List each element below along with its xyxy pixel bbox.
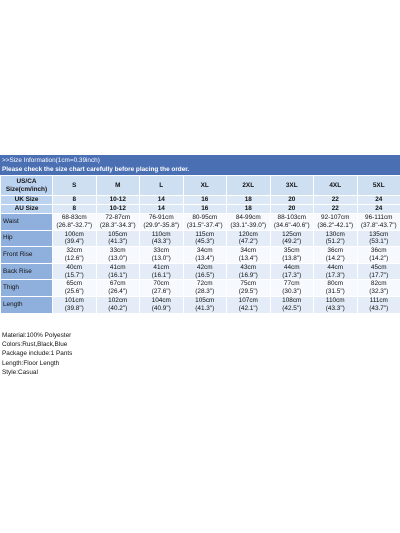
cm-value: 41cm: [153, 263, 170, 271]
cm-value: 77cm: [283, 280, 300, 288]
inch-value: (15.7"): [64, 271, 84, 279]
inch-value: (26.8"-32.7"): [56, 221, 93, 229]
table-row: [1, 296, 400, 313]
inch-value: (17.3"): [282, 271, 302, 279]
inch-value: (29.5"): [238, 288, 258, 296]
inch-value: (25.6"): [64, 288, 84, 296]
inch-value: (13.4"): [195, 254, 215, 262]
inch-value: (51.2"): [325, 238, 345, 246]
cm-value: 96-111cm: [365, 214, 393, 221]
inch-value: (37.8"-43.7"): [360, 221, 397, 229]
cm-value: 102cm: [108, 296, 128, 304]
cm-value: 107cm: [238, 296, 258, 304]
measurement-cell: [96, 296, 140, 313]
cm-value: 130cm: [325, 230, 345, 238]
measurement-cell: [53, 214, 97, 231]
measurement-cell: [357, 230, 400, 247]
size-conversion-value: 18: [227, 205, 271, 214]
measurement-cell: [53, 263, 97, 280]
cm-value: 67cm: [109, 280, 126, 288]
inch-value: (40.2"): [108, 304, 128, 312]
inch-value: (40.9"): [151, 304, 171, 312]
inch-value: (43.3"): [151, 238, 171, 246]
inch-value: (13.4"): [238, 254, 258, 262]
measurement-cell: [96, 280, 140, 297]
product-notes: [2, 331, 72, 377]
measurement-cell: [53, 296, 97, 313]
measurement-cell: [227, 263, 271, 280]
inch-value: (28.3"): [195, 288, 215, 296]
inch-value: (13.8"): [282, 254, 302, 262]
inch-value: (16.1"): [108, 271, 128, 279]
table-row: [1, 247, 400, 264]
measurement-cell: [314, 296, 358, 313]
cm-value: 70cm: [153, 280, 170, 288]
measurement-cell: [183, 214, 227, 231]
cm-value: 40cm: [66, 263, 83, 271]
measurement-cell: [53, 280, 97, 297]
size-conversion-value: 20: [270, 205, 314, 214]
size-conversion-value: 16: [183, 196, 227, 205]
inch-value: (47.2"): [238, 238, 258, 246]
size-conversion-value: 8: [53, 196, 97, 205]
size-header-xl: XL: [183, 176, 227, 196]
inch-value: (14.2"): [369, 254, 389, 262]
inch-value: (13.0"): [108, 254, 128, 262]
measurement-cell: [183, 230, 227, 247]
measurement-cell: [183, 247, 227, 264]
size-conversion-value: 22: [314, 196, 358, 205]
inch-value: (12.6"): [64, 254, 84, 262]
table-row: [1, 263, 400, 280]
measurement-cell: [140, 296, 184, 313]
cm-value: 65cm: [66, 280, 83, 288]
size-header-m: M: [96, 176, 140, 196]
inch-value: (39.4"): [64, 238, 84, 246]
size-info-banner: [0, 155, 400, 175]
measurement-cell: [140, 247, 184, 264]
measurement-cell: [96, 230, 140, 247]
measurement-cell: [140, 214, 184, 231]
measurement-cell: [314, 247, 358, 264]
measurement-cell: [314, 230, 358, 247]
measurement-cell: [96, 247, 140, 264]
measurement-cell: [227, 280, 271, 297]
measurement-cell: [96, 263, 140, 280]
measurement-cell: [227, 296, 271, 313]
inch-value: (41.3"): [195, 304, 215, 312]
inch-value: (39.8"): [64, 304, 84, 312]
inch-value: (13.0"): [151, 254, 171, 262]
cm-value: 35cm: [283, 247, 300, 255]
measurement-cell: [183, 263, 227, 280]
note-style: Style:Casual: [2, 368, 38, 376]
inch-value: (16.9"): [238, 271, 258, 279]
measurement-cell: [227, 247, 271, 264]
cm-value: 76-91cm: [148, 214, 174, 221]
measurement-cell: [357, 280, 400, 297]
inch-value: (17.7"): [369, 271, 389, 279]
size-conversion-value: 24: [357, 196, 400, 205]
measurement-cell: [270, 247, 314, 264]
header-label: US/CA Size(cm/inch): [1, 176, 53, 196]
measurement-cell: [357, 263, 400, 280]
measurement-cell: [314, 280, 358, 297]
cm-value: 105cm: [108, 230, 128, 238]
cm-value: 34cm: [240, 247, 257, 255]
size-conversion-value: 10-12: [96, 196, 140, 205]
size-conversion-value: 18: [227, 196, 271, 205]
cm-value: 41cm: [109, 263, 126, 271]
size-conversion-value: 14: [140, 205, 184, 214]
table-row: [1, 230, 400, 247]
measurement-cell: [227, 214, 271, 231]
cm-value: 34cm: [196, 247, 213, 255]
cm-value: 32cm: [66, 247, 83, 255]
inch-value: (17.3"): [325, 271, 345, 279]
inch-value: (27.6"): [151, 288, 171, 296]
cm-value: 105cm: [195, 296, 215, 304]
inch-value: (45.3"): [195, 238, 215, 246]
size-header-s: S: [53, 176, 97, 196]
measurement-cell: [314, 263, 358, 280]
cm-value: 33cm: [109, 247, 126, 255]
measurement-cell: [140, 263, 184, 280]
size-header-2xl: 2XL: [227, 176, 271, 196]
size-conversion-value: 8: [53, 205, 97, 214]
inch-value: (14.2"): [325, 254, 345, 262]
measurement-cell: [140, 280, 184, 297]
inch-value: (16.1"): [151, 271, 171, 279]
size-table: [0, 175, 400, 314]
size-conversion-value: 10-12: [96, 205, 140, 214]
cm-value: 120cm: [238, 230, 258, 238]
cm-value: 84-99cm: [235, 214, 261, 221]
measurement-label: Back Rise: [1, 263, 53, 280]
inch-value: (26.4"): [108, 288, 128, 296]
measurement-label: Front Rise: [1, 247, 53, 264]
size-conversion-value: 24: [357, 205, 400, 214]
table-row: [1, 280, 400, 297]
measurement-cell: [270, 230, 314, 247]
size-conversion-value: 16: [183, 205, 227, 214]
size-header-l: L: [140, 176, 184, 196]
measurement-label: Waist: [1, 214, 53, 231]
cm-value: 80-95cm: [192, 214, 218, 221]
cm-value: 92-107cm: [321, 214, 350, 221]
inch-value: (43.3"): [325, 304, 345, 312]
size-conversion-row: [1, 196, 400, 205]
measurement-cell: [314, 214, 358, 231]
inch-value: (32.3"): [369, 288, 389, 296]
size-conversion-value: 14: [140, 196, 184, 205]
inch-value: (34.6"-40.6"): [273, 221, 310, 229]
cm-value: 43cm: [240, 263, 257, 271]
measurement-cell: [183, 296, 227, 313]
cm-value: 45cm: [370, 263, 387, 271]
cm-value: 36cm: [370, 247, 387, 255]
cm-value: 110cm: [151, 230, 171, 238]
measurement-cell: [140, 230, 184, 247]
measurement-cell: [53, 230, 97, 247]
cm-value: 101cm: [64, 296, 84, 304]
inch-value: (43.7"): [369, 304, 389, 312]
measurement-cell: [53, 247, 97, 264]
measurement-cell: [270, 280, 314, 297]
size-header-4xl: 4XL: [314, 176, 358, 196]
size-info-instruction: Please check the size chart carefully before placing the order.: [2, 166, 190, 173]
inch-value: (49.2"): [282, 238, 302, 246]
cm-value: 100cm: [64, 230, 84, 238]
cm-value: 72cm: [196, 280, 213, 288]
note-material: Material:100% Polyester: [2, 332, 72, 339]
note-package: Package include:1 Pants: [2, 350, 73, 358]
measurement-label: Length: [1, 296, 53, 313]
cm-value: 72-87cm: [105, 214, 131, 221]
inch-value: (53.1"): [369, 238, 389, 246]
table-row: [1, 214, 400, 231]
measurement-cell: [96, 214, 140, 231]
cm-value: 36cm: [327, 247, 344, 255]
cm-value: 104cm: [151, 296, 171, 304]
cm-value: 108cm: [282, 296, 302, 304]
size-conversion-label: AU Size: [1, 205, 53, 214]
measurement-cell: [270, 296, 314, 313]
cm-value: 82cm: [370, 280, 387, 288]
note-colors: Colors:Rust,Black,Blue: [2, 341, 68, 349]
size-conversion-row: [1, 205, 400, 214]
cm-value: 135cm: [369, 230, 389, 238]
size-conversion-value: 22: [314, 205, 358, 214]
cm-value: 110cm: [325, 296, 345, 304]
cm-value: 33cm: [153, 247, 170, 255]
size-info-title: >>Size Information(1cm=0.39inch): [2, 157, 100, 164]
measurement-label: Thigh: [1, 280, 53, 297]
cm-value: 68-83cm: [61, 214, 87, 221]
size-conversion-value: 20: [270, 196, 314, 205]
cm-value: 115cm: [195, 230, 215, 238]
measurement-cell: [357, 214, 400, 231]
inch-value: (29.9"-35.8"): [143, 221, 180, 229]
inch-value: (16.5"): [195, 271, 215, 279]
measurement-cell: [270, 263, 314, 280]
table-header-row: [1, 176, 400, 196]
cm-value: 75cm: [240, 280, 257, 288]
cm-value: 80cm: [327, 280, 344, 288]
size-chart: [0, 155, 400, 314]
cm-value: 88-103cm: [277, 214, 306, 221]
measurement-cell: [227, 230, 271, 247]
size-conversion-label: UK Size: [1, 196, 53, 205]
inch-value: (33.1"-39.0"): [230, 221, 267, 229]
cm-value: 44cm: [327, 263, 344, 271]
inch-value: (42.5"): [282, 304, 302, 312]
cm-value: 44cm: [283, 263, 300, 271]
cm-value: 111cm: [369, 296, 388, 304]
measurement-label: Hip: [1, 230, 53, 247]
cm-value: 125cm: [282, 230, 302, 238]
inch-value: (36.2"-42.1"): [317, 221, 354, 229]
inch-value: (31.5"-37.4"): [186, 221, 223, 229]
size-header-5xl: 5XL: [357, 176, 400, 196]
cm-value: 42cm: [196, 263, 213, 271]
size-header-3xl: 3XL: [270, 176, 314, 196]
inch-value: (31.5"): [325, 288, 345, 296]
note-length: Length:Floor Length: [2, 359, 60, 367]
measurement-cell: [357, 247, 400, 264]
inch-value: (30.3"): [282, 288, 302, 296]
inch-value: (42.1"): [238, 304, 258, 312]
inch-value: (41.3"): [108, 238, 128, 246]
inch-value: (28.3"-34.3"): [99, 221, 136, 229]
measurement-cell: [357, 296, 400, 313]
measurement-cell: [270, 214, 314, 231]
measurement-cell: [183, 280, 227, 297]
